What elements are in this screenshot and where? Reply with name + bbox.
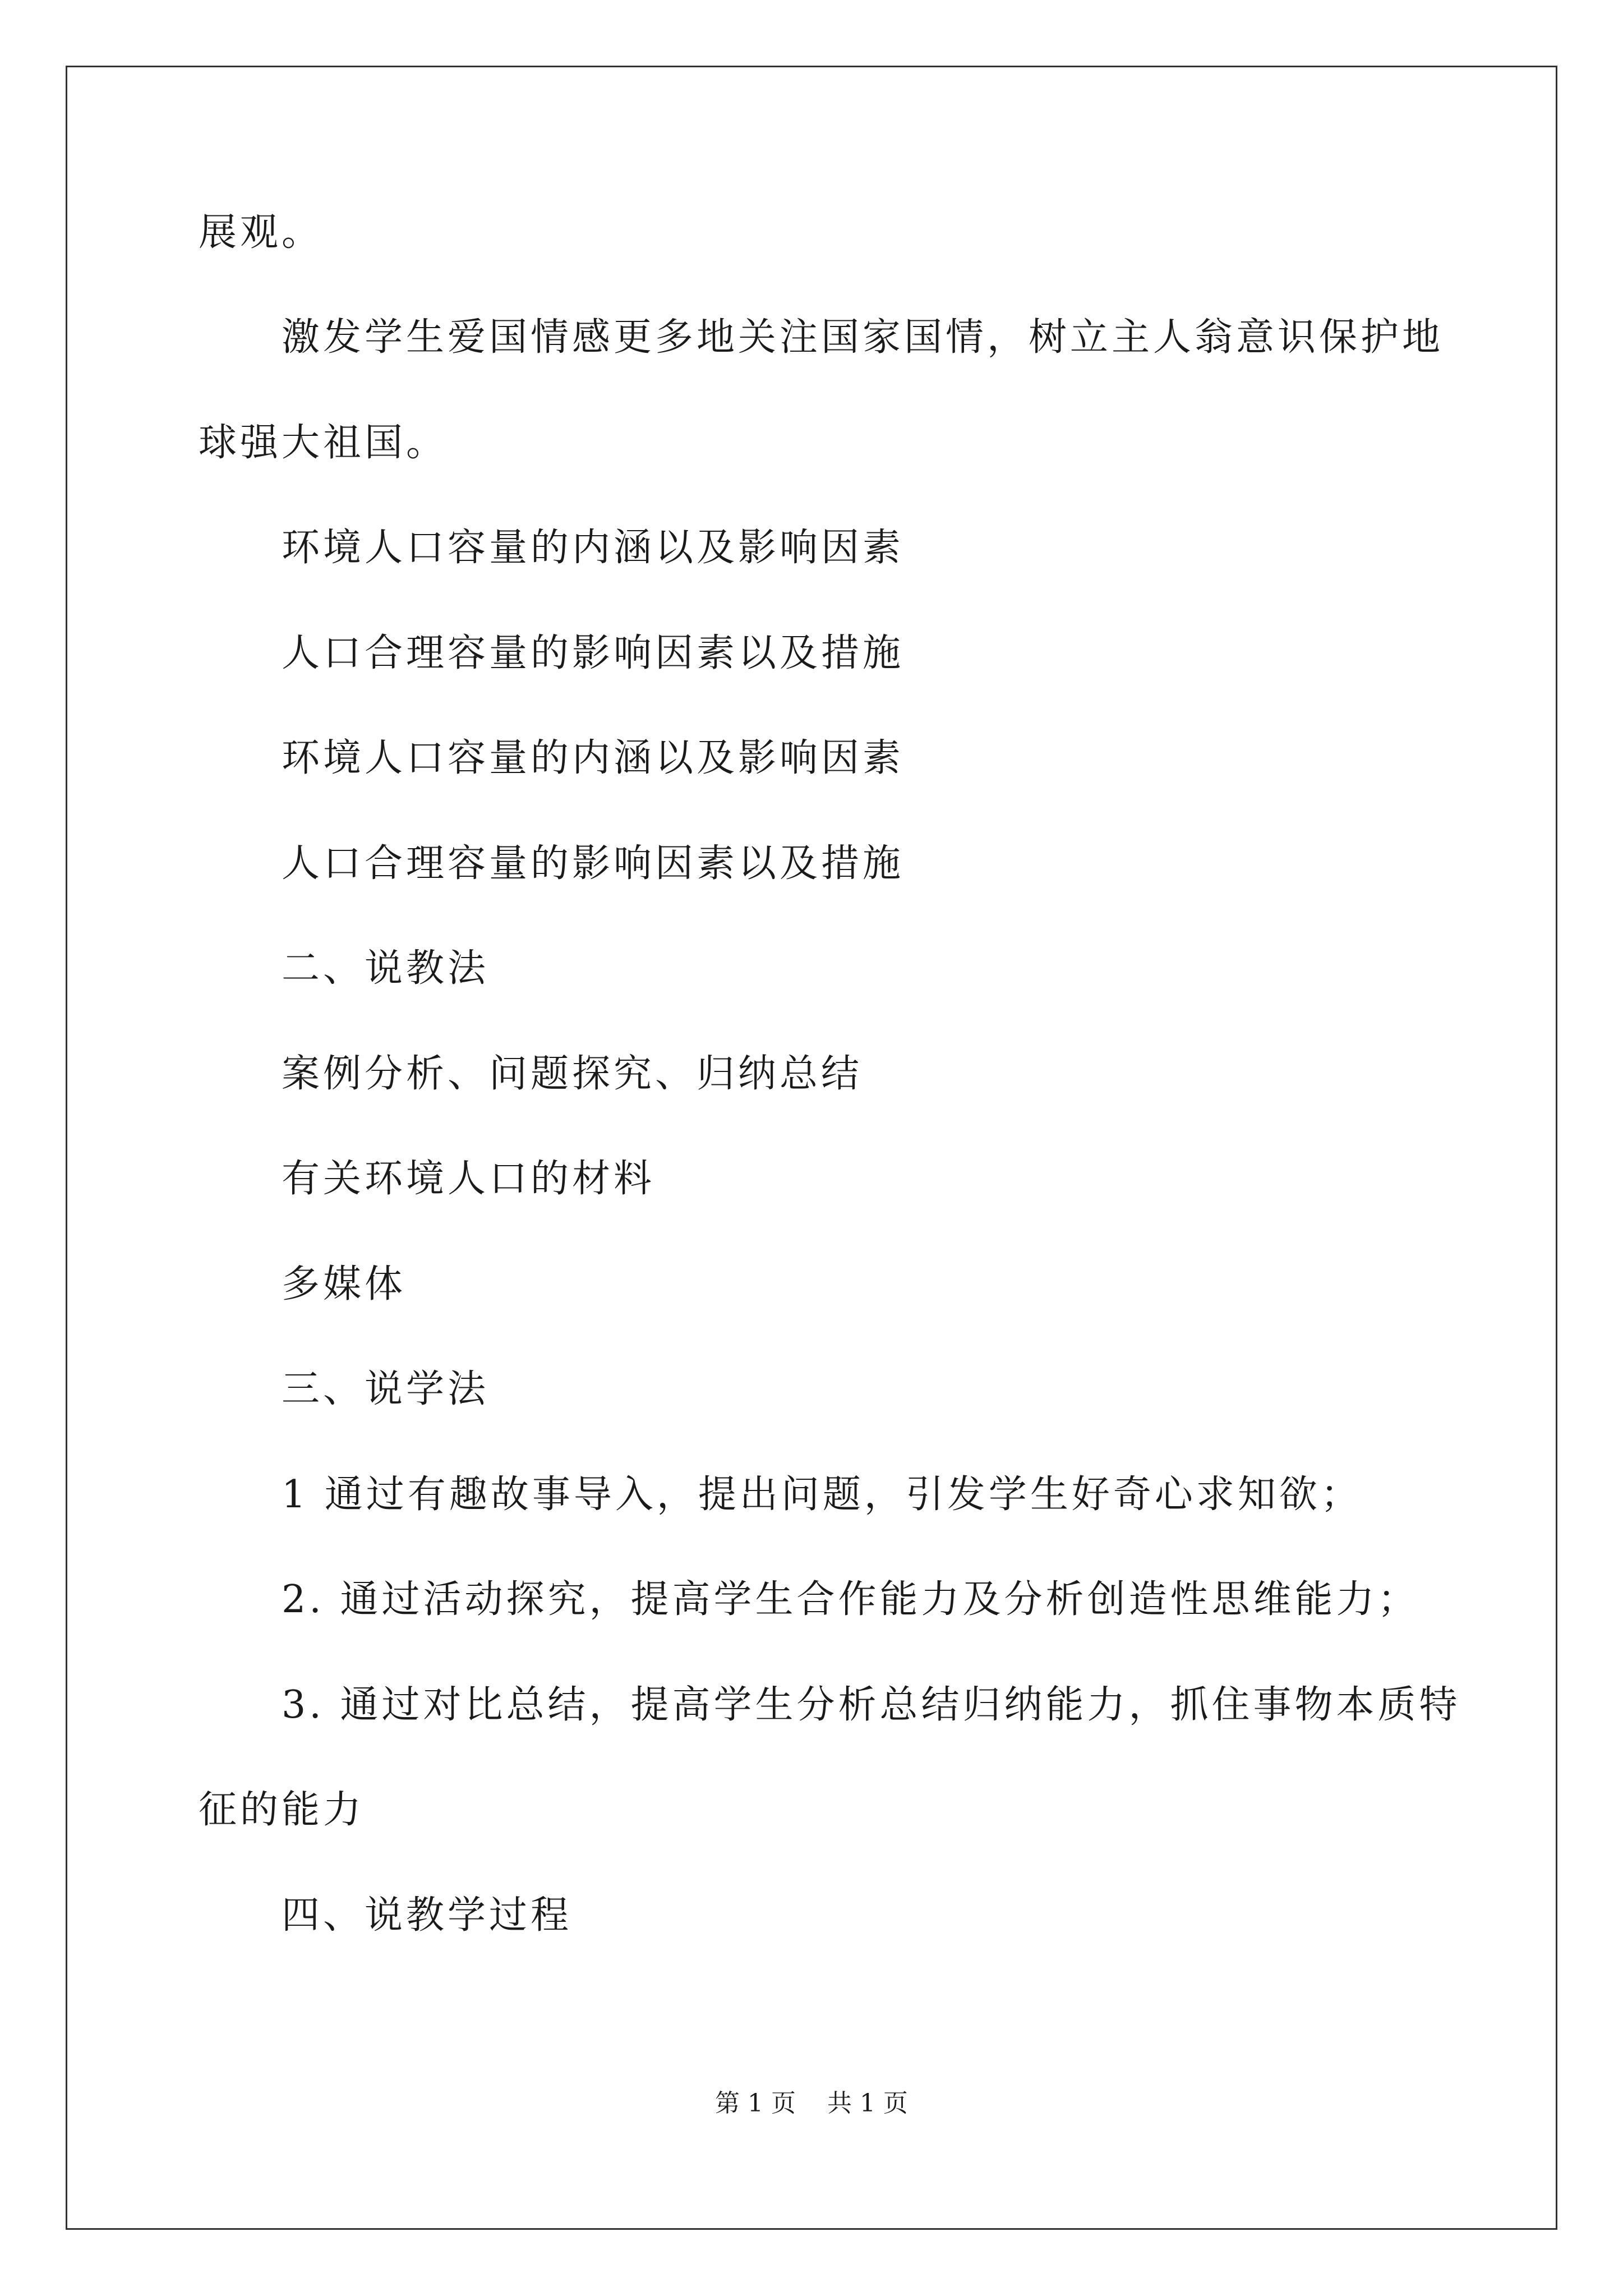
text-line: 球强大祖国。 bbox=[199, 421, 448, 465]
text-line: 激发学生爱国情感更多地关注国家国情，树立主人翁意识保护地 bbox=[282, 315, 1444, 360]
text-line: 征的能力 bbox=[199, 1788, 365, 1832]
text-line: 1 通过有趣故事导入，提出问题，引发学生好奇心求知欲； bbox=[282, 1473, 1362, 1517]
page-footer bbox=[0, 2088, 1623, 2119]
text-line: 多媒体 bbox=[282, 1262, 407, 1306]
text-line: 展观。 bbox=[199, 210, 324, 255]
text-line: 环境人口容量的内涵以及影响因素 bbox=[282, 736, 905, 780]
section-heading: 二、说教法 bbox=[282, 946, 490, 991]
text-line: 案例分析、问题探究、归纳总结 bbox=[282, 1052, 863, 1096]
text-line: 2. 通过活动探究，提高学生合作能力及分析创造性思维能力； bbox=[282, 1577, 1419, 1622]
text-line: 3. 通过对比总结，提高学生分析总结归纳能力，抓住事物本质特 bbox=[282, 1683, 1461, 1727]
text-line: 有关环境人口的材料 bbox=[282, 1157, 656, 1201]
page-number: 第 1 页 bbox=[715, 2089, 796, 2118]
section-heading: 三、说学法 bbox=[282, 1367, 490, 1411]
text-line: 环境人口容量的内涵以及影响因素 bbox=[282, 526, 905, 570]
page-total: 共 1 页 bbox=[827, 2089, 908, 2118]
text-line: 人口合理容量的影响因素以及措施 bbox=[282, 631, 905, 675]
section-heading: 四、说教学过程 bbox=[282, 1893, 573, 1938]
text-line: 人口合理容量的影响因素以及措施 bbox=[282, 841, 905, 886]
